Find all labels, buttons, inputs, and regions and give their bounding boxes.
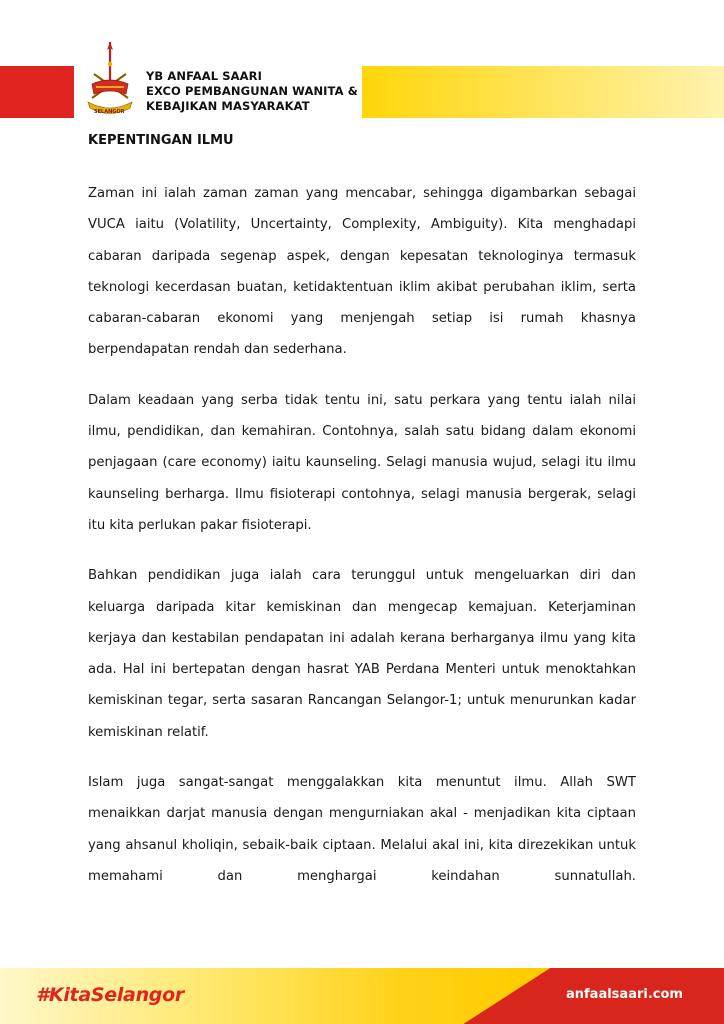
- header-name: YB ANFAAL SAARI: [146, 69, 263, 83]
- paragraph-3: Bahkan pendidikan juga ialah cara terunggul untuk mengeluarkan diri dan keluarga daripada kitar kemiskinan dan mengecap kemajuan. Keterjaminan kerjaya dan kestabilan pendapatan ini adalah kerana berharganya ilmu yang kita ada. Hal ini bertepatan dengan hasrat YAB Perdana Menteri untuk menoktahkan kemiskinan tegar, serta sasaran Rancangan Selangor-1; untuk menurunkan kadar kemiskinan relatif.: [88, 568, 636, 740]
- paragraph-2: Dalam keadaan yang serba tidak tentu ini, satu perkara yang tentu ialah nilai ilmu, pendidikan, dan kemahiran. Contohnya, salah satu bidang dalam ekonomi penjagaan (care economy) iaitu kaunseling. Selagi manusia wujud, selagi itu ilmu kaunseling berharga. Ilmu fisioterapi contohnya, selagi manusia bergerak, selagi itu kita perlukan pakar fisioterapi.: [88, 392, 636, 533]
- header-yellow-bar: [362, 66, 724, 118]
- selangor-crest-logo: [82, 40, 138, 120]
- paragraph-4: Islam juga sangat-sangat menggalakkan kita menuntut ilmu. Allah SWT menaikkan darjat manusia dengan mengurniakan akal - menjadikan kita ciptaan yang ahsanul kholiqin, sebaik-baik ciptaan. Melalui akal ini, kita direzekikan untuk memahami dan menghargai keindahan sunnatullah.: [88, 775, 636, 884]
- footer-website-link[interactable]: anfaalsaari.com: [566, 987, 683, 1002]
- header-red-bar: [0, 66, 74, 118]
- header-title-block: [146, 69, 358, 114]
- header-position: EXCO PEMBANGUNAN WANITA &: [146, 84, 358, 98]
- paragraph-1: Zaman ini ialah zaman zaman yang mencabar, sehingga digambarkan sebagai VUCA iaitu (Volatility, Uncertainty, Complexity, Ambiguity). Kita menghadapi cabaran daripada segenap aspek, dengan kepesatan teknologinya termasuk teknologi kecerdasan buatan, ketidaktentuan iklim akibat perubahan iklim, serta cabaran-cabaran ekonomi yang menjengah setiap isi rumah khasnya berpendapatan rendah dan sederhana.: [88, 186, 636, 358]
- footer-hashtag: #KitaSelangor: [36, 984, 184, 1006]
- article-title: KEPENTINGAN ILMU: [88, 133, 234, 148]
- article-body: [88, 178, 636, 911]
- crest-label: SELANGOR: [94, 109, 125, 115]
- header-portfolio: KEBAJIKAN MASYARAKAT: [146, 99, 310, 113]
